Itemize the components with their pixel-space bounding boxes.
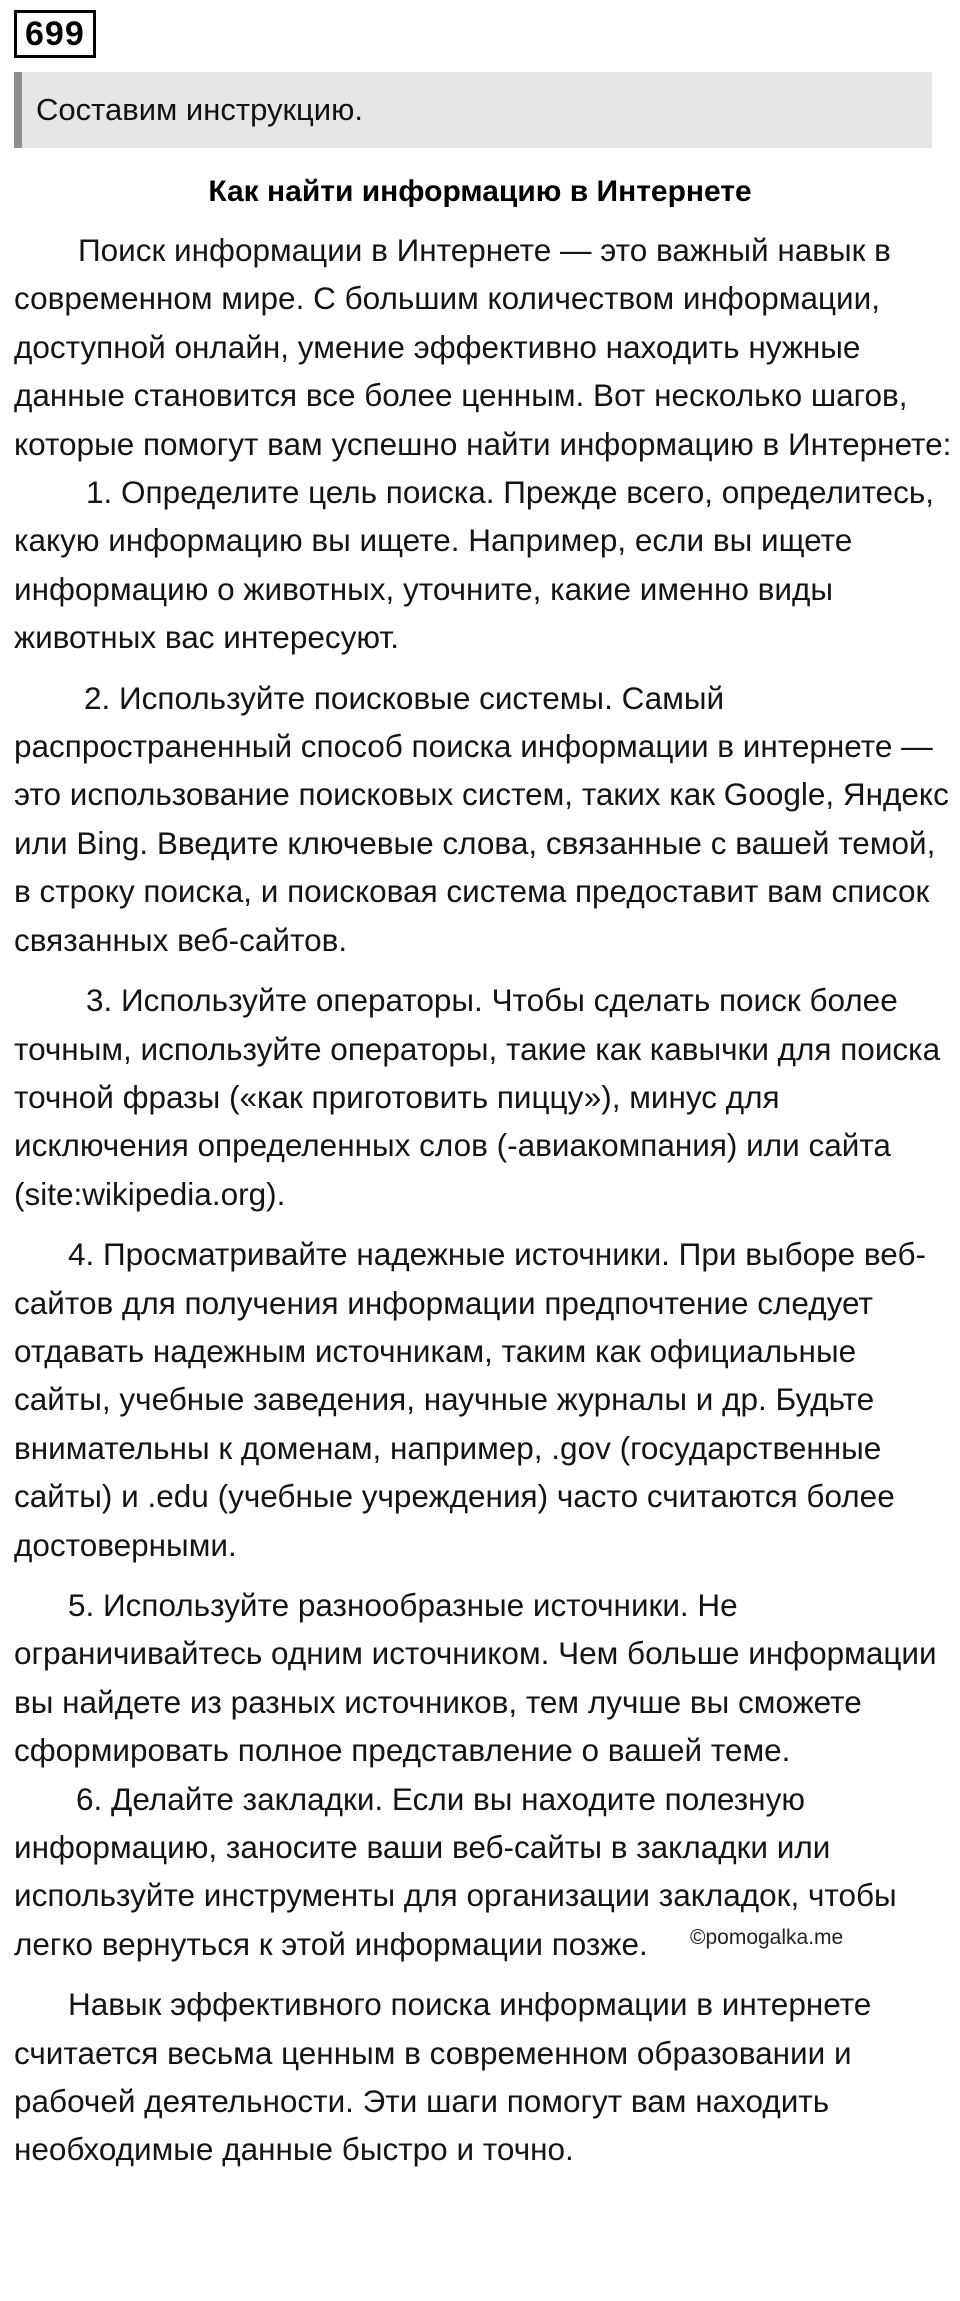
step-4-paragraph: 4. Просматривайте надежные источники. При выборе веб-сайтов для получения информации предпочтение следует отдавать надежным источникам, таким как официальные сайты, учебные заведения, научные журналы и др. Будьте внимательны к доменам, например, .gov (государственные сайты) и .edu (учебные учреждения) часто считаются более достоверными.	[14, 1236, 926, 1563]
step-6-paragraph: 6. Делайте закладки. Если вы находите полезную информацию, заносите ваши веб-сайты в закладки или используйте инструменты для организации закладок, чтобы легко вернуться к этой информации позже.	[14, 1780, 897, 1962]
document-title: Как найти информацию в Интернете	[208, 175, 752, 208]
document-body	[14, 226, 954, 2174]
task-number: 699	[14, 10, 96, 58]
conclusion-paragraph: Навык эффективного поиска информации в интернете считается весьма ценным в современном образовании и рабочей деятельности. Эти шаги помогут вам находить необходимые данные быстро и точно.	[14, 1986, 872, 2168]
step-2-paragraph: 2. Используйте поисковые системы. Самый распространенный способ поиска информации в интернете — это использование поисковых систем, таких как Google, Яндекс или Bing. Введите ключевые слова, связанные с вашей темой, в строку поиска, и поисковая система предоставит вам список связанных веб-сайтов.	[14, 679, 949, 958]
step-5-paragraph: 5. Используйте разнообразные источники. Не ограничивайтесь одним источником. Чем больше информации вы найдете из разных источников, тем лучше вы сможете сформировать полное представление о вашей теме.	[14, 1586, 937, 1769]
step-3-paragraph: 3. Используйте операторы. Чтобы сделать поиск более точным, используйте операторы, такие как кавычки для поиска точной фразы («как приготовить пиццу»), минус для исключения определенных слов (-авиакомпания) или сайта (site:wikipedia.org).	[14, 982, 941, 1212]
task-instruction-banner: Составим инструкцию.	[14, 72, 932, 148]
watermark: ©pomogalka.me	[690, 1926, 844, 1949]
step-1-paragraph: 1. Определите цель поиска. Прежде всего, определитесь, какую информацию вы ищете. Например, если вы ищете информацию о животных, уточните, какие именно виды животных вас интересуют.	[14, 474, 934, 656]
intro-paragraph: Поиск информации в Интернете — это важный навык в современном мире. С большим количеством информации, доступной онлайн, умение эффективно находить нужные данные становится все более ценным. Вот несколько шагов, которые помогут вам успешно найти информацию в Интернете:	[14, 232, 952, 462]
